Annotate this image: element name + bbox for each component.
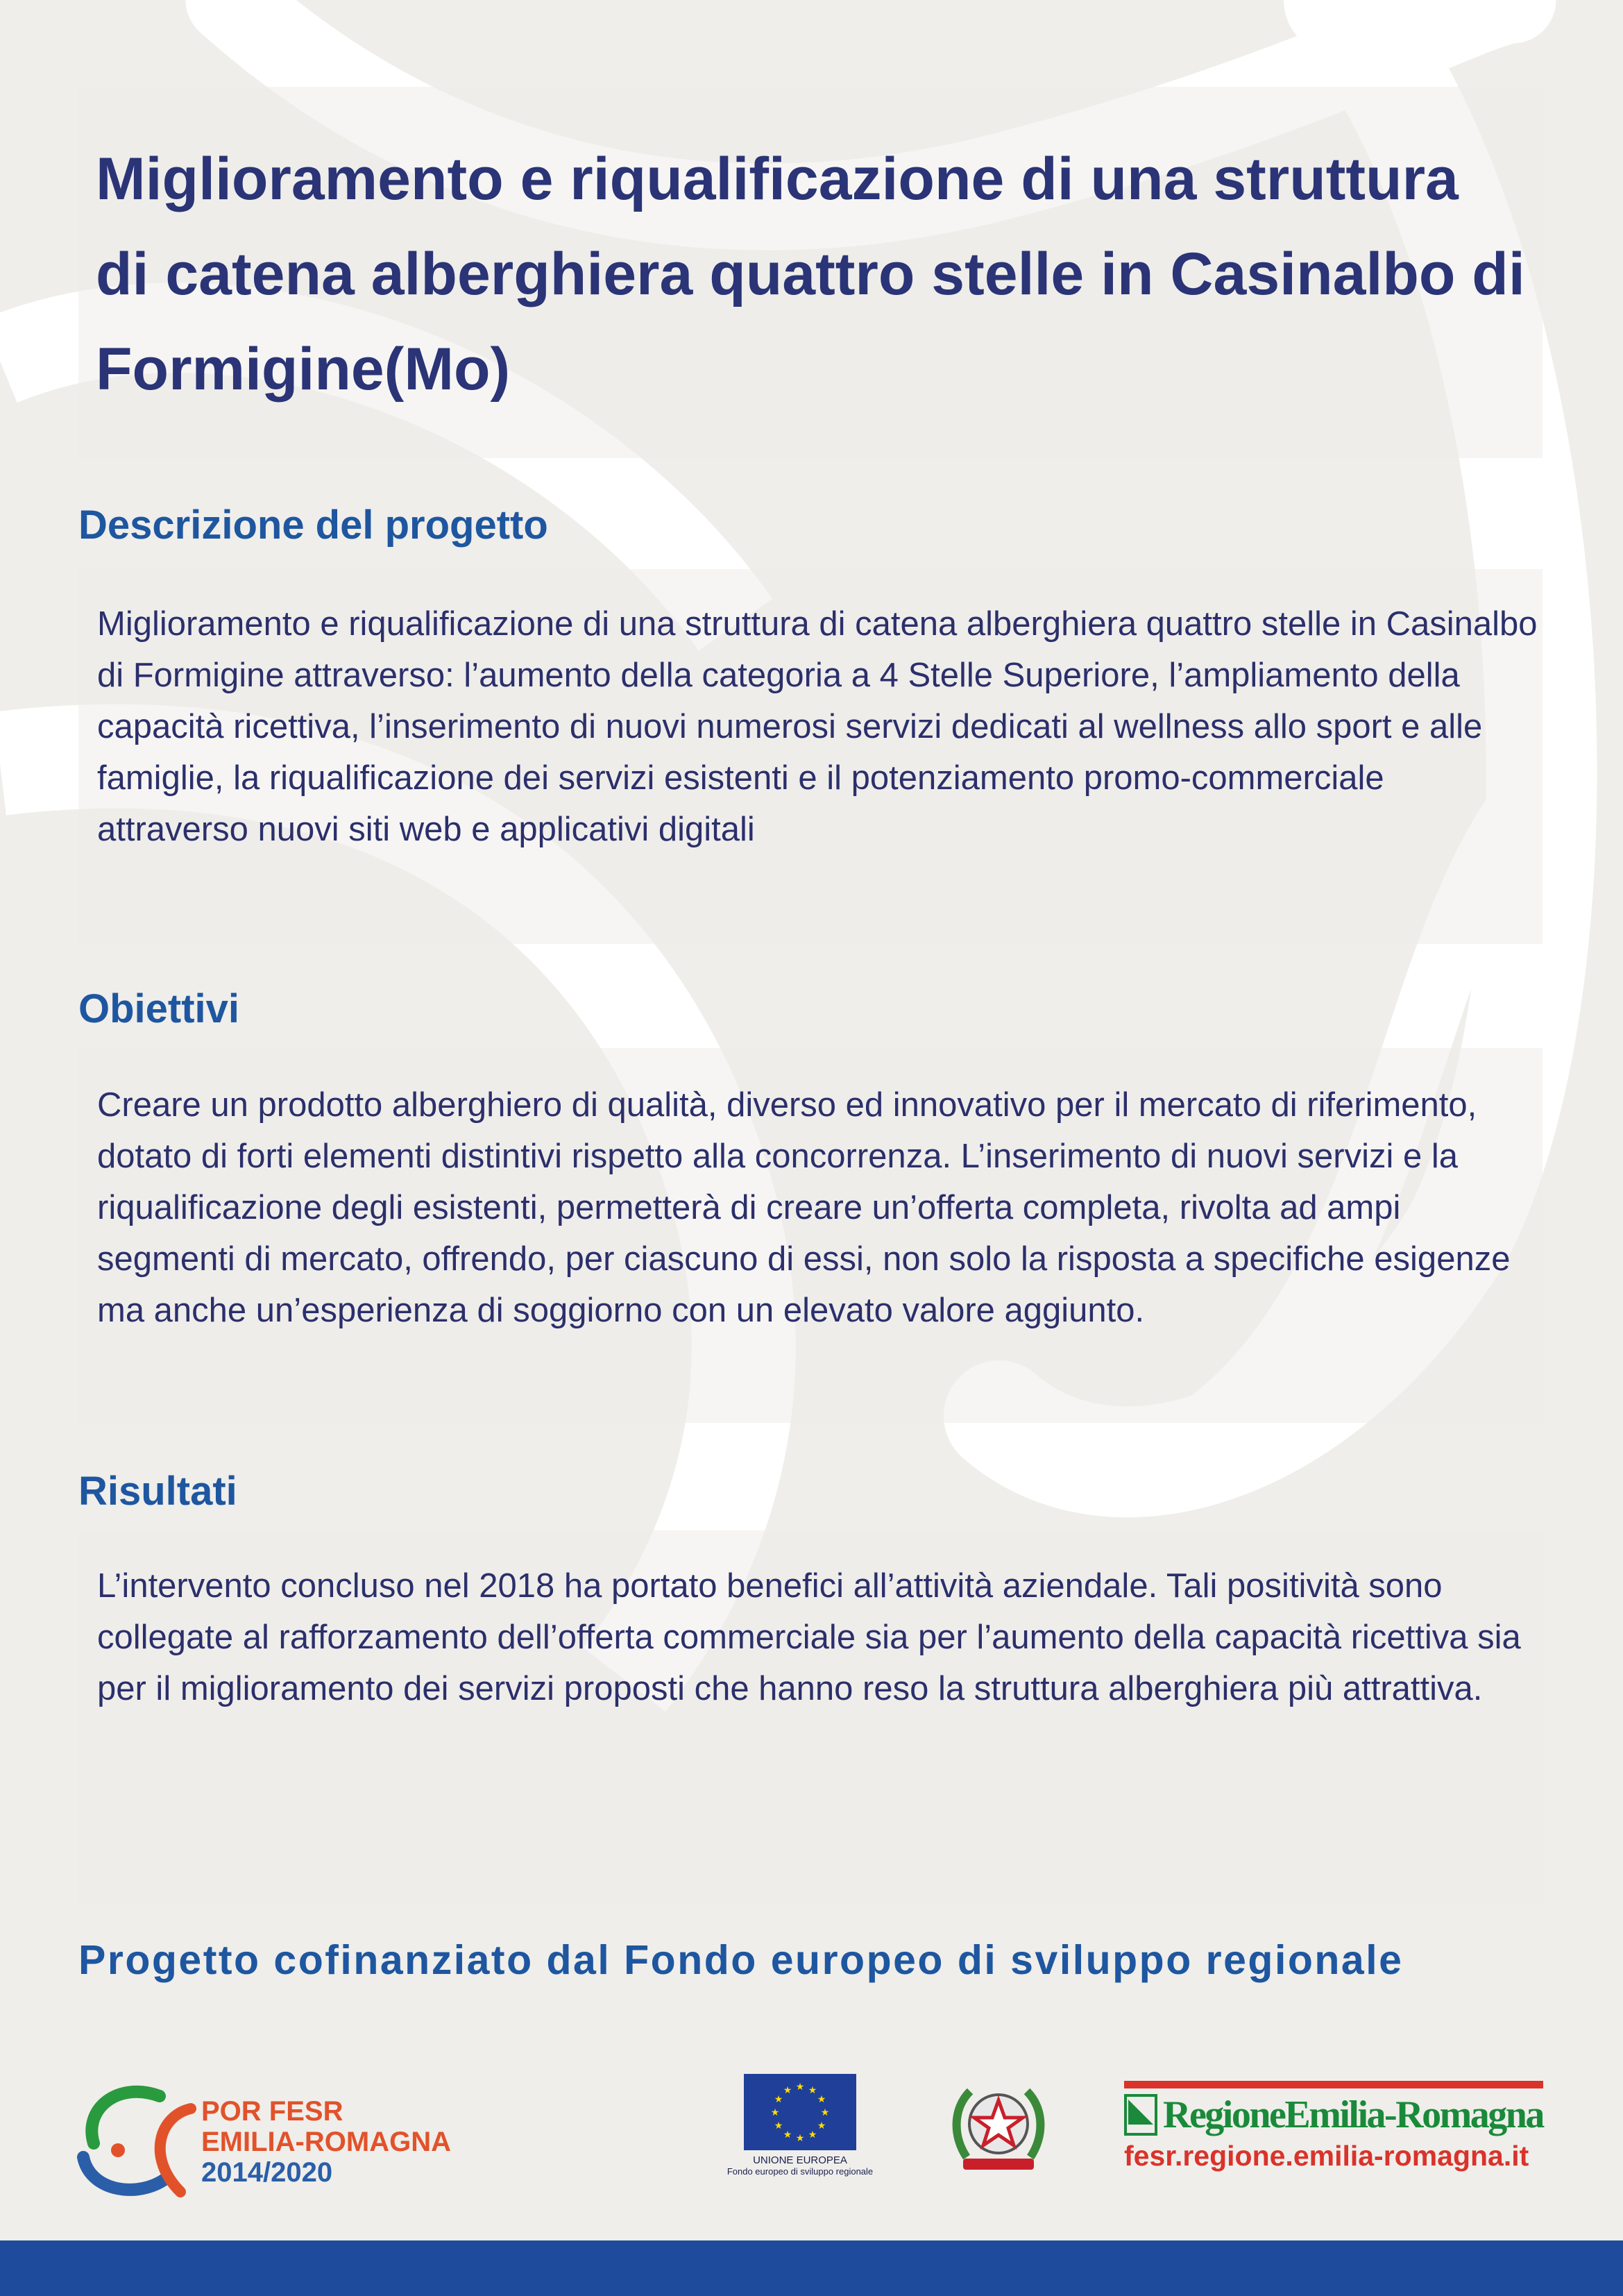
- section-text-objectives: Creare un prodotto alberghiero di qualità, diverso ed innovativo per il mercato di riferimento, dotato di forti elementi distintivi rispetto alla concorrenza. L’inserimento di nuovi servizi e la riqualificazione degli esistenti, permetterà di creare un’offerta completa, rivolta ad ampi segmenti di mercato, offrendo, per ciascuno di essi, non solo la risposta a specifiche esigenze ma anche un’esperienza di soggiorno con un elevato valore aggiunto.: [97, 1086, 1511, 1329]
- svg-text:★: ★: [808, 2085, 817, 2096]
- svg-text:★: ★: [817, 2120, 826, 2132]
- por-fesr-swirl-icon: [76, 2081, 198, 2206]
- svg-text:★: ★: [770, 2107, 780, 2118]
- svg-text:★: ★: [817, 2094, 826, 2105]
- svg-text:★: ★: [783, 2129, 792, 2141]
- section-text-description: Miglioramento e riqualificazione di una struttura di catena alberghiera quattro stelle in Casinalbo di Formigine attraverso: l’aumento della categoria a 4 Stelle Superiore, l’ampliamento della capacità ricettiva, l’inserimento di nuovi numerosi servizi dedicati al wellness allo sport e alle famiglie, la riqualificazione dei servizi esistenti e il potenziamento promo-commerciale attraverso nuovi siti web e applicativi digitali: [97, 605, 1538, 848]
- page-title: Miglioramento e riqualificazione di una struttura di catena alberghiera quattro stelle in Casinalbo di Formigine(Mo): [96, 146, 1525, 403]
- italian-republic-emblem-icon: [949, 2074, 1048, 2181]
- por-fesr-logo: [76, 2081, 198, 2209]
- svg-text:★: ★: [783, 2085, 792, 2096]
- bottom-bar: [0, 2240, 1623, 2296]
- regione-name: RegioneEmilia-Romagna: [1163, 2093, 1543, 2136]
- section-heading-results: Risultati: [78, 1469, 237, 1514]
- por-fesr-line1: POR FESR: [201, 2096, 343, 2127]
- svg-text:★: ★: [820, 2107, 830, 2118]
- regione-red-bar: [1124, 2081, 1543, 2088]
- footer-logos: [0, 2061, 1623, 2221]
- regione-flag-icon: [1124, 2094, 1157, 2136]
- svg-text:★: ★: [795, 2133, 805, 2144]
- svg-text:★: ★: [795, 2082, 805, 2093]
- svg-text:★: ★: [774, 2120, 783, 2132]
- regione-emilia-romagna-logo: [1124, 2081, 1543, 2172]
- section-heading-description: Descrizione del progetto: [78, 503, 548, 548]
- eu-line1: UNIONE EUROPEA: [753, 2154, 847, 2166]
- section-heading-objectives: Obiettivi: [78, 986, 240, 1031]
- por-fesr-line2: EMILIA-ROMAGNA: [201, 2127, 451, 2157]
- svg-text:★: ★: [774, 2094, 783, 2105]
- eu-line2: Fondo europeo di sviluppo regionale: [726, 2166, 874, 2177]
- svg-text:★: ★: [808, 2129, 817, 2141]
- eu-flag-icon: [744, 2074, 856, 2150]
- regione-url: fesr.regione.emilia-romagna.it: [1124, 2140, 1529, 2172]
- por-fesr-text: [201, 2096, 451, 2188]
- cofinanced-statement: Progetto cofinanziato dal Fondo europeo di sviluppo regionale: [78, 1937, 1404, 1983]
- section-text-results: L’intervento concluso nel 2018 ha portato benefici all’attività aziendale. Tali positività sono collegate al rafforzamento dell’offerta commerciale sia per l’aumento della capacità ricettiva sia per il miglioramento dei servizi proposti che hanno reso la struttura alberghiera più attrattiva.: [97, 1567, 1521, 1707]
- eu-logo: [699, 2074, 901, 2177]
- por-fesr-line3: 2014/2020: [201, 2157, 333, 2188]
